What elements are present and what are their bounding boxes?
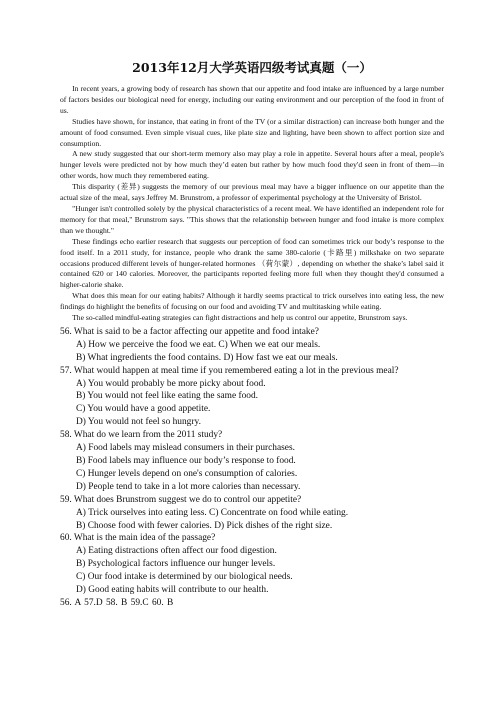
question-option: A) How we perceive the food we eat. C) When we eat our meals. <box>76 339 321 350</box>
reading-passage <box>60 84 444 324</box>
passage-paragraph: The so-called mindful-eating strategies can fight distractions and help us control our appetite, Brunstrom says. <box>72 313 408 323</box>
passage-paragraph: In recent years, a growing body of research has shown that our appetite and food intake are influenced by a large number of factors besides our biological need for energy, including our eating environment and our perception of the food in front of us. <box>60 84 444 115</box>
question-option: A) You would probably be more picky about food. <box>76 378 266 389</box>
passage-paragraph: Studies have shown, for instance, that eating in front of the TV (or a similar distraction) can increase both hunger and the amount of food consumed. Even simple visual cues, like plate size and lighting, have been shown to affect portion size and consumption. <box>60 116 444 148</box>
question-option: B) Psychological factors influence our hunger levels. <box>76 559 276 570</box>
question-list <box>60 326 444 610</box>
question-option: A) Food labels may mislead consumers in their purchases. <box>76 443 295 454</box>
question-option: B) Food labels may influence our body’s response to food. <box>76 456 296 466</box>
question-option: D) People tend to take in a lot more calories than necessary. <box>76 481 301 492</box>
question-56 <box>60 326 444 365</box>
question-option: A) Trick ourselves into eating less. C) Concentrate on food while eating. <box>76 507 349 518</box>
question-stem: 56. What is said to be a factor affecting our appetite and food intake? <box>60 326 319 337</box>
passage-paragraph: These findings echo earlier research that suggests our perception of food can sometimes trick our body’s response to the food itself. In a 2011 study, for instance, people who drank the same 380-calorie (卡路里) milkshake on two separate occasions produced different levels of hunger-related hormones （荷尔蒙）, depending on whether the shake’s label said it contained 620 or 140 calories. Moreover, the participants reported feeling more full when they thought they'd consumed a higher-calorie shake. <box>60 236 444 290</box>
passage-paragraph: "Hunger isn't controlled solely by the physical characteristics of a recent meal. We have identified an independent role for memory for that meal," Brunstrom says. "This shows that the relationship between hunger and food intake is more complex than we thought." <box>60 203 444 235</box>
question-58 <box>60 429 444 494</box>
question-option: A) Eating distractions often affect our food digestion. <box>76 546 277 557</box>
answer-key: 56. A 57.D 58. B 59.C 60. B <box>60 597 174 608</box>
passage-paragraph: A new study suggested that our short-term memory also may play a role in appetite. Several hours after a meal, people's hunger levels were predicted not by how much they’d eaten but rather by how much food they'd seen in front of them—in other words, how much they remembered eating. <box>60 149 444 181</box>
passage-paragraph: This disparity (差异) suggests the memory of our previous meal may have a bigger influence on our appetite than the actual size of the meal, says Jeffrey M. Brunstrom, a professor of experimental psychology at the University of Bristol. <box>60 182 444 203</box>
question-option: C) Our food intake is determined by our biological needs. <box>76 572 293 583</box>
question-60 <box>60 532 444 597</box>
question-option: C) You would have a good appetite. <box>76 404 211 415</box>
question-59 <box>60 494 444 533</box>
question-stem: 57. What would happen at meal time if you remembered eating a lot in the previous meal? <box>60 365 399 376</box>
page-title: 2013年12月大学英语四级考试真题（一） <box>132 60 372 75</box>
question-option: B) Choose food with fewer calories. D) Pick dishes of the right size. <box>76 520 333 531</box>
question-option: B) You would not feel like eating the same food. <box>76 391 259 402</box>
question-stem: 58. What do we learn from the 2011 study? <box>60 430 223 441</box>
question-stem: 59. What does Brunstrom suggest we do to control our appetite? <box>60 494 302 505</box>
question-option: B) What ingredients the food contains. D) How fast we eat our meals. <box>76 352 338 363</box>
question-option: D) Good eating habits will contribute to our health. <box>76 585 269 596</box>
question-57 <box>60 365 444 430</box>
passage-paragraph: What does this mean for our eating habits? Although it hardly seems practical to trick ourselves into eating less, the new findings do highlight the benefits of focusing on our food and avoiding TV and multitasking while eating. <box>60 291 444 312</box>
question-option: C) Hunger levels depend on one's consumption of calories. <box>76 468 298 479</box>
question-option: D) You would not feel so hungry. <box>76 417 201 428</box>
question-stem: 60. What is the main idea of the passage? <box>60 533 216 544</box>
